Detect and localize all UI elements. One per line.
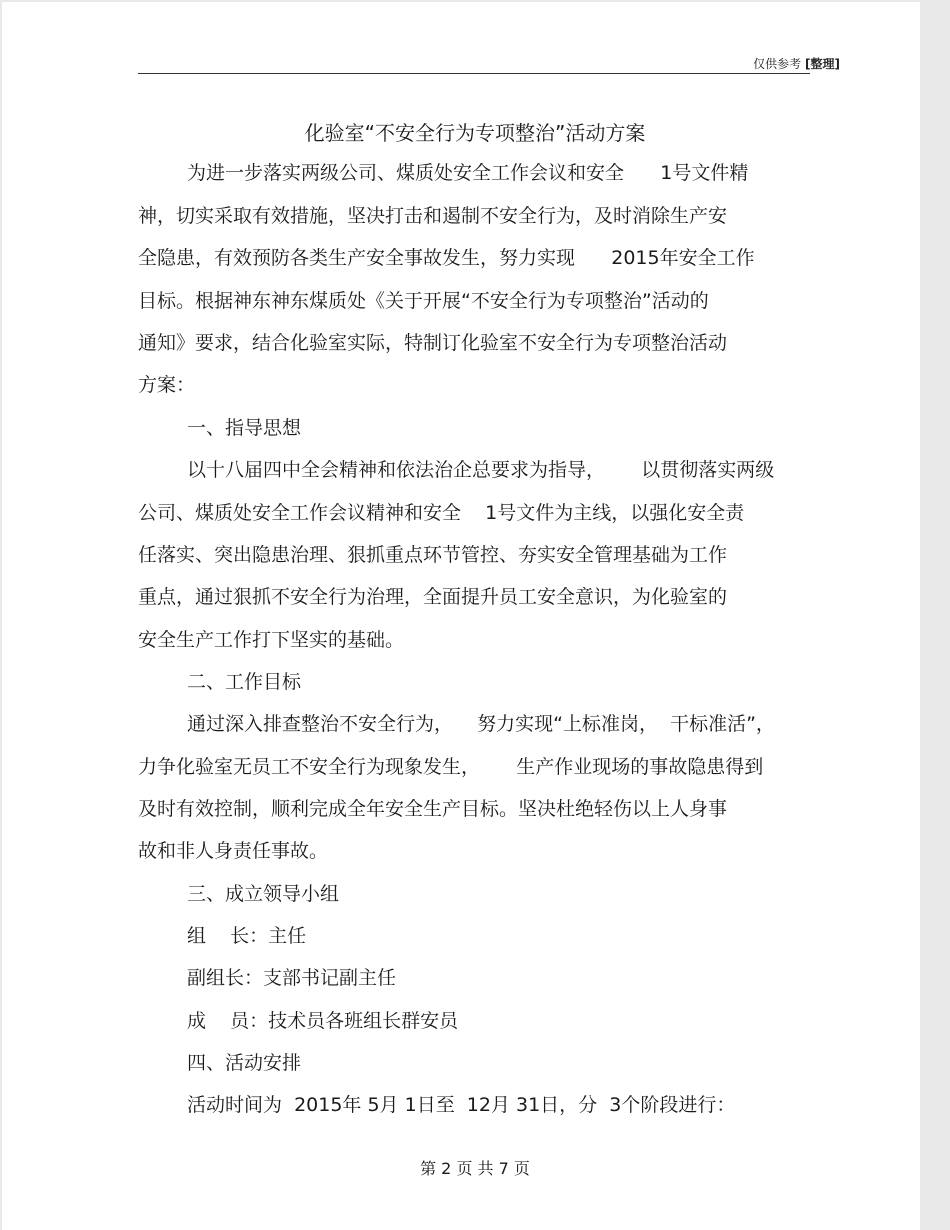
text-line-16: 及时有效控制，顺利完成全年安全生产目标。坚决杜绝轻伤以上人身事 (138, 798, 728, 820)
text-line-17: 故和非人身责任事故。 (138, 840, 329, 862)
text-line-4: 目标。根据神东神东煤质处《关于开展“不安全行为专项整治”活动的 (138, 290, 709, 312)
text-line-3: 全隐患，有效预防各类生产安全事故发生，努力实现 2015年安全工作 (138, 247, 755, 269)
team-leader-line: 组 长：主任 (187, 925, 307, 947)
text-line-10: 任落实、突出隐患治理、狠抓重点环节管控、夯实安全管理基础为工作 (138, 544, 728, 566)
document-title: 化验室“不安全行为专项整治”活动方案 (304, 121, 646, 145)
text-line-2: 神，切实采取有效措施，坚决打击和遏制不安全行为，及时消除生产安 (138, 205, 728, 227)
header-note-tag: [整理] (805, 57, 840, 71)
text-line-14: 通过深入排查整治不安全行为， 努力实现“上标准岗， 干标准活”， (187, 713, 775, 735)
section-heading-3: 三、成立领导小组 (187, 883, 340, 905)
text-line-1: 为进一步落实两级公司、煤质处安全工作会议和安全 1号文件精 (187, 162, 749, 184)
text-line-8: 以十八届四中全会精神和依法治企总要求为指导， 以贯彻落实两级 (187, 459, 775, 481)
section-heading-2: 二、工作目标 (187, 671, 302, 693)
header-note-text: 仅供参考 (753, 57, 802, 71)
text-line-12: 安全生产工作打下坚实的基础。 (138, 629, 405, 651)
document-page (2, 2, 920, 1230)
page-number: 第 2 页 共 7 页 (420, 1159, 530, 1178)
header-note (753, 55, 840, 72)
text-line-6: 方案： (138, 374, 196, 396)
text-line-15: 力争化验室无员工不安全行为现象发生， 生产作业现场的事故隐患得到 (138, 756, 764, 778)
text-line-11: 重点，通过狠抓不安全行为治理，全面提升员工安全意识，为化验室的 (138, 586, 728, 608)
header-rule (138, 73, 810, 74)
text-line-5: 通知》要求，结合化验室实际，特制订化验室不安全行为专项整治活动 (138, 332, 728, 354)
team-members-line: 成 员：技术员各班组长群安员 (187, 1010, 459, 1032)
team-deputy-line: 副组长：支部书记副主任 (187, 967, 397, 989)
text-line-23: 活动时间为 2015年 5月 1日至 12月 31日，分 3个阶段进行： (187, 1094, 736, 1116)
text-line-9: 公司、煤质处安全工作会议精神和安全 1号文件为主线，以强化安全责 (138, 502, 745, 524)
section-heading-4: 四、活动安排 (187, 1052, 302, 1074)
section-heading-1: 一、指导思想 (187, 417, 302, 439)
